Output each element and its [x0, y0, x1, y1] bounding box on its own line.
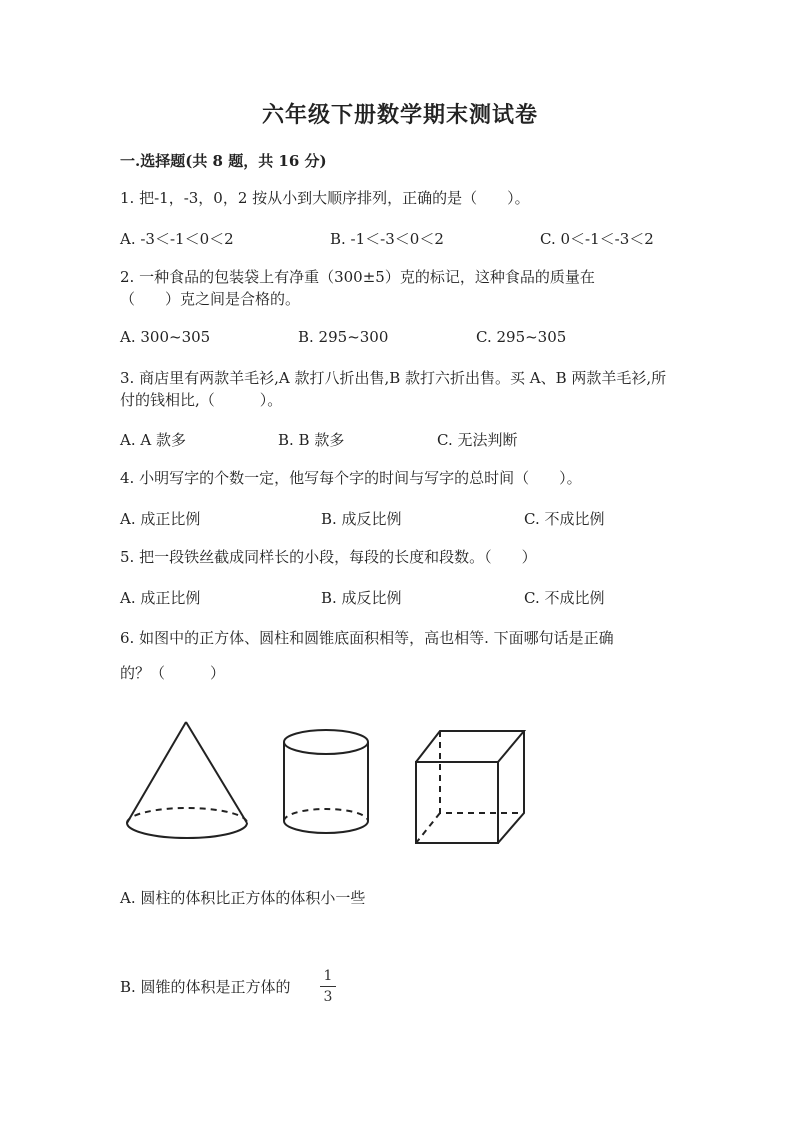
question-3-option-a[interactable]: A. A 款多 — [120, 431, 186, 449]
question-4-option-a[interactable]: A. 成正比例 — [120, 510, 201, 528]
fraction-bar — [320, 986, 336, 987]
question-1-option-a[interactable]: A. -3＜-1＜0＜2 — [120, 230, 234, 248]
question-5-option-c[interactable]: C. 不成比例 — [524, 589, 605, 607]
question-1-stem: 1. 把-1，-3，0，2 按从小到大顺序排列，正确的是（ ）。 — [120, 189, 530, 207]
question-2-stem: 2. 一种食品的包装袋上有净重（300±5）克的标记，这种食品的质量在（ ）克之间是合格的。 — [120, 268, 595, 308]
question-1-option-b[interactable]: B. -1＜-3＜0＜2 — [330, 230, 444, 248]
page-title: 六年级下册数学期末测试卷 — [261, 102, 538, 128]
question-3-stem: 3. 商店里有两款羊毛衫,A 款打八折出售,B 款打六折出售。买 A、B 两款羊毛衫,所付的钱相比,（ ）。 — [120, 369, 667, 409]
solid-figures — [120, 712, 540, 862]
question-2-option-a[interactable]: A. 300~305 — [120, 328, 211, 346]
cylinder-figure — [284, 730, 368, 833]
question-2-option-c[interactable]: C. 295~305 — [476, 328, 567, 346]
question-6-option-b[interactable]: B. 圆锥的体积是正方体的 — [120, 978, 291, 996]
question-6-option-a[interactable]: A. 圆柱的体积比正方体的体积小一些 — [120, 889, 366, 907]
cube-figure — [416, 731, 524, 843]
question-3-option-b[interactable]: B. B 款多 — [278, 431, 345, 449]
one-third-fraction — [320, 968, 336, 1005]
fraction-numerator: 1 — [323, 968, 333, 984]
question-4-option-b[interactable]: B. 成反比例 — [321, 510, 402, 528]
fraction-denominator: 3 — [323, 989, 333, 1005]
question-5-option-b[interactable]: B. 成反比例 — [321, 589, 402, 607]
cone-figure — [127, 722, 247, 838]
question-5-stem: 5. 把一段铁丝截成同样长的小段，每段的长度和段数。（ ） — [120, 548, 537, 566]
section-heading: 一.选择题(共 8 题，共 16 分) — [120, 152, 327, 170]
question-4-stem: 4. 小明写字的个数一定，他写每个字的时间与写字的总时间（ ）。 — [120, 469, 582, 487]
question-1-option-c[interactable]: C. 0＜-1＜-3＜2 — [540, 230, 654, 248]
question-5-option-a[interactable]: A. 成正比例 — [120, 589, 201, 607]
question-3-option-c[interactable]: C. 无法判断 — [437, 431, 518, 449]
question-4-option-c[interactable]: C. 不成比例 — [524, 510, 605, 528]
question-6-stem-line-1: 6. 如图中的正方体、圆柱和圆锥底面积相等，高也相等. 下面哪句话是正确 — [120, 629, 614, 647]
question-6-stem-line-2: 的？（ ） — [120, 664, 226, 682]
question-2-option-b[interactable]: B. 295~300 — [298, 328, 389, 346]
